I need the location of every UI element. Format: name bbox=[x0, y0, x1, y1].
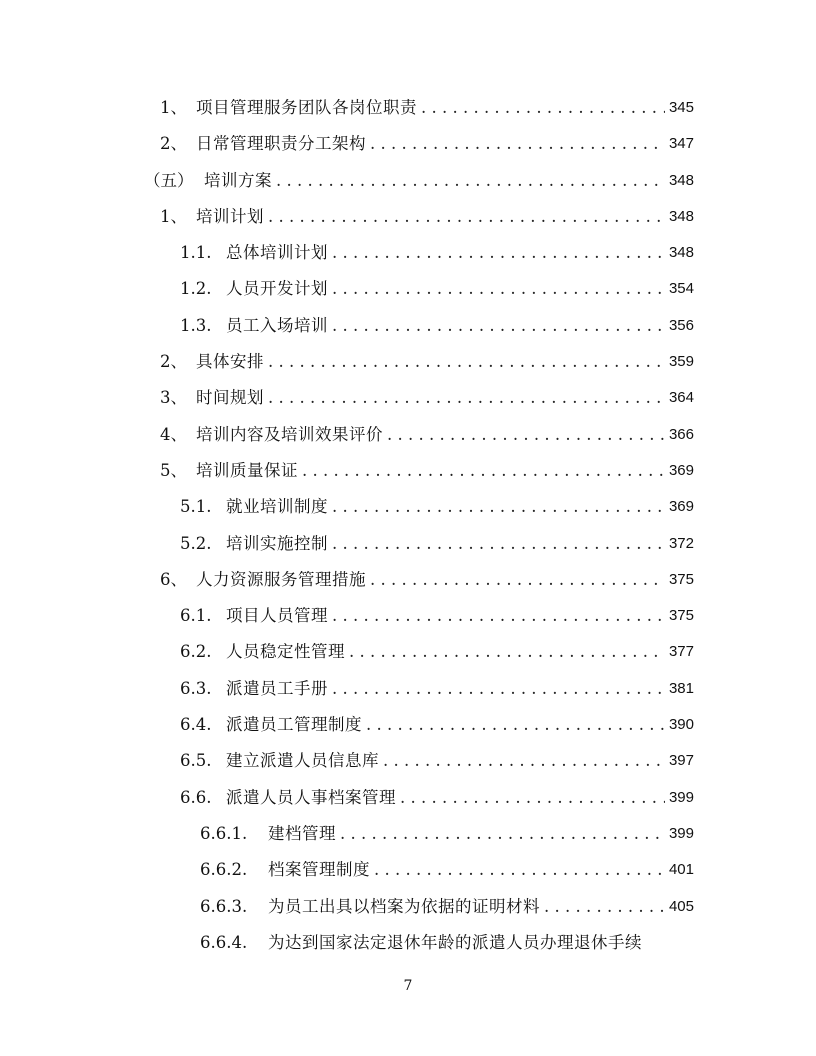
toc-entry[interactable] bbox=[180, 634, 694, 670]
toc-dot-leader bbox=[400, 780, 665, 816]
page-number: 7 bbox=[403, 978, 413, 994]
toc-entry[interactable] bbox=[200, 889, 694, 925]
toc-entry-number: 1.1. bbox=[180, 243, 212, 262]
toc-dot-leader bbox=[421, 90, 665, 126]
toc-entry-title: 培训方案 bbox=[204, 171, 272, 190]
toc-dot-leader bbox=[370, 562, 665, 598]
toc-entry-title: 建档管理 bbox=[268, 824, 336, 843]
toc-entry-number: 6.1. bbox=[180, 606, 212, 625]
toc-entry-title: 项目管理服务团队各岗位职责 bbox=[196, 98, 417, 117]
toc-entry-title: 人员稳定性管理 bbox=[226, 642, 345, 661]
toc-dot-leader bbox=[332, 235, 665, 271]
toc-entry-page: 369 bbox=[668, 462, 694, 479]
toc-entry-number: 6、 bbox=[160, 570, 187, 589]
toc-entry[interactable] bbox=[180, 598, 694, 634]
toc-entry[interactable] bbox=[200, 925, 694, 961]
toc-entry-page: 356 bbox=[668, 317, 694, 334]
toc-entry-page: 348 bbox=[668, 244, 694, 261]
toc-entry[interactable] bbox=[160, 126, 694, 162]
toc-entry-page: 405 bbox=[668, 898, 694, 915]
toc-entry[interactable] bbox=[180, 308, 694, 344]
toc-entry-number: 6.6.3. bbox=[200, 897, 248, 916]
toc-entry-number: 6.5. bbox=[180, 751, 212, 770]
toc-entry-page: 348 bbox=[668, 208, 694, 225]
toc-entry-number: 1.3. bbox=[180, 316, 212, 335]
toc-entry[interactable] bbox=[180, 526, 694, 562]
toc-entry-title: 为达到国家法定退休年龄的派遣人员办理退休手续 bbox=[268, 933, 642, 952]
toc-entry-page: 377 bbox=[668, 643, 694, 660]
toc-entry[interactable] bbox=[180, 780, 694, 816]
toc-entry-number: （五） bbox=[144, 171, 194, 190]
toc-entry-number: 1、 bbox=[160, 98, 187, 117]
toc-entry[interactable] bbox=[160, 453, 694, 489]
toc-entry-title: 就业培训制度 bbox=[226, 497, 328, 516]
toc-dot-leader bbox=[544, 889, 665, 925]
toc-entry-title: 建立派遣人员信息库 bbox=[226, 751, 379, 770]
toc-entry-number: 6.3. bbox=[180, 679, 212, 698]
toc-entry-page: 359 bbox=[668, 353, 694, 370]
toc-dot-leader bbox=[332, 598, 665, 634]
toc-entry[interactable] bbox=[160, 344, 694, 380]
toc-entry-title: 项目人员管理 bbox=[226, 606, 328, 625]
toc-entry-page: 372 bbox=[668, 535, 694, 552]
toc-entry-page: 348 bbox=[668, 172, 694, 189]
toc-entry-title: 具体安排 bbox=[196, 352, 264, 371]
toc-dot-leader bbox=[366, 707, 665, 743]
toc-entry-page: 347 bbox=[668, 135, 694, 152]
toc-entry[interactable] bbox=[160, 199, 694, 235]
toc-entry-title: 人力资源服务管理措施 bbox=[196, 570, 366, 589]
toc-entry[interactable] bbox=[160, 90, 694, 126]
toc-entry[interactable] bbox=[160, 562, 694, 598]
toc-entry[interactable] bbox=[200, 852, 694, 888]
toc-dot-leader bbox=[302, 453, 665, 489]
toc-entry-number: 2、 bbox=[160, 134, 187, 153]
toc-entry-title: 日常管理职责分工架构 bbox=[196, 134, 366, 153]
toc-dot-leader bbox=[276, 163, 665, 199]
toc-entry-title: 总体培训计划 bbox=[226, 243, 328, 262]
toc-entry[interactable] bbox=[144, 163, 694, 199]
toc-entry-number: 6.6.4. bbox=[200, 933, 248, 952]
toc-entry-page: 364 bbox=[668, 389, 694, 406]
toc-entry-title: 档案管理制度 bbox=[268, 860, 370, 879]
toc-entry-number: 1、 bbox=[160, 207, 187, 226]
toc-entry[interactable] bbox=[180, 707, 694, 743]
toc-entry[interactable] bbox=[200, 816, 694, 852]
toc-entry-title: 员工入场培训 bbox=[226, 316, 328, 335]
toc-entry-number: 3、 bbox=[160, 388, 187, 407]
toc-entry-page: 390 bbox=[668, 716, 694, 733]
toc-entry-number: 5.2. bbox=[180, 534, 212, 553]
toc-dot-leader bbox=[268, 344, 665, 380]
toc-entry-title: 培训计划 bbox=[196, 207, 264, 226]
toc-entry-number: 5、 bbox=[160, 461, 187, 480]
toc-entry-title: 培训质量保证 bbox=[196, 461, 298, 480]
toc-entry-title: 培训内容及培训效果评价 bbox=[196, 425, 383, 444]
toc-entry-number: 6.6.1. bbox=[200, 824, 248, 843]
toc-entry-page: 345 bbox=[668, 99, 694, 116]
toc-entry-number: 2、 bbox=[160, 352, 187, 371]
toc-dot-leader bbox=[332, 271, 665, 307]
toc-dot-leader bbox=[268, 380, 665, 416]
toc-entry-page: 399 bbox=[668, 825, 694, 842]
toc-entry[interactable] bbox=[160, 380, 694, 416]
toc-entry-page: 401 bbox=[668, 861, 694, 878]
toc-entry-page: 399 bbox=[668, 789, 694, 806]
toc-entry[interactable] bbox=[180, 743, 694, 779]
toc-entry-page: 375 bbox=[668, 571, 694, 588]
toc-entry[interactable] bbox=[180, 271, 694, 307]
toc-entry-page: 354 bbox=[668, 280, 694, 297]
toc-dot-leader bbox=[340, 816, 665, 852]
toc-dot-leader bbox=[387, 417, 665, 453]
toc-dot-leader bbox=[332, 526, 665, 562]
toc-entry-number: 6.2. bbox=[180, 642, 212, 661]
toc-entry-title: 派遣员工管理制度 bbox=[226, 715, 362, 734]
toc-entry-title: 派遣人员人事档案管理 bbox=[226, 788, 396, 807]
toc-entry-page: 369 bbox=[668, 498, 694, 515]
toc-entry-page: 366 bbox=[668, 426, 694, 443]
toc-entry-title: 派遣员工手册 bbox=[226, 679, 328, 698]
toc-entry-number: 1.2. bbox=[180, 279, 212, 298]
toc-entry-number: 4、 bbox=[160, 425, 187, 444]
toc-entry-number: 5.1. bbox=[180, 497, 212, 516]
toc-dot-leader bbox=[349, 634, 665, 670]
toc-dot-leader bbox=[268, 199, 665, 235]
toc-dot-leader bbox=[332, 671, 665, 707]
toc-entry-number: 6.4. bbox=[180, 715, 212, 734]
toc-entry-page: 397 bbox=[668, 752, 694, 769]
toc-entry-title: 时间规划 bbox=[196, 388, 264, 407]
toc-entry[interactable] bbox=[180, 489, 694, 525]
toc-dot-leader bbox=[332, 489, 665, 525]
toc-dot-leader bbox=[374, 852, 665, 888]
toc-entry[interactable] bbox=[160, 417, 694, 453]
toc-entry-page: 375 bbox=[668, 607, 694, 624]
toc-entry-title: 人员开发计划 bbox=[226, 279, 328, 298]
toc-entry[interactable] bbox=[180, 671, 694, 707]
toc-entry-number: 6.6. bbox=[180, 788, 212, 807]
toc-entry[interactable] bbox=[180, 235, 694, 271]
toc-dot-leader bbox=[383, 743, 665, 779]
toc-dot-leader bbox=[370, 126, 665, 162]
toc-entry-page: 381 bbox=[668, 680, 694, 697]
toc-entry-title: 培训实施控制 bbox=[226, 534, 328, 553]
toc-dot-leader bbox=[332, 308, 665, 344]
toc-entry-title: 为员工出具以档案为依据的证明材料 bbox=[268, 897, 540, 916]
toc-entry-number: 6.6.2. bbox=[200, 860, 248, 879]
